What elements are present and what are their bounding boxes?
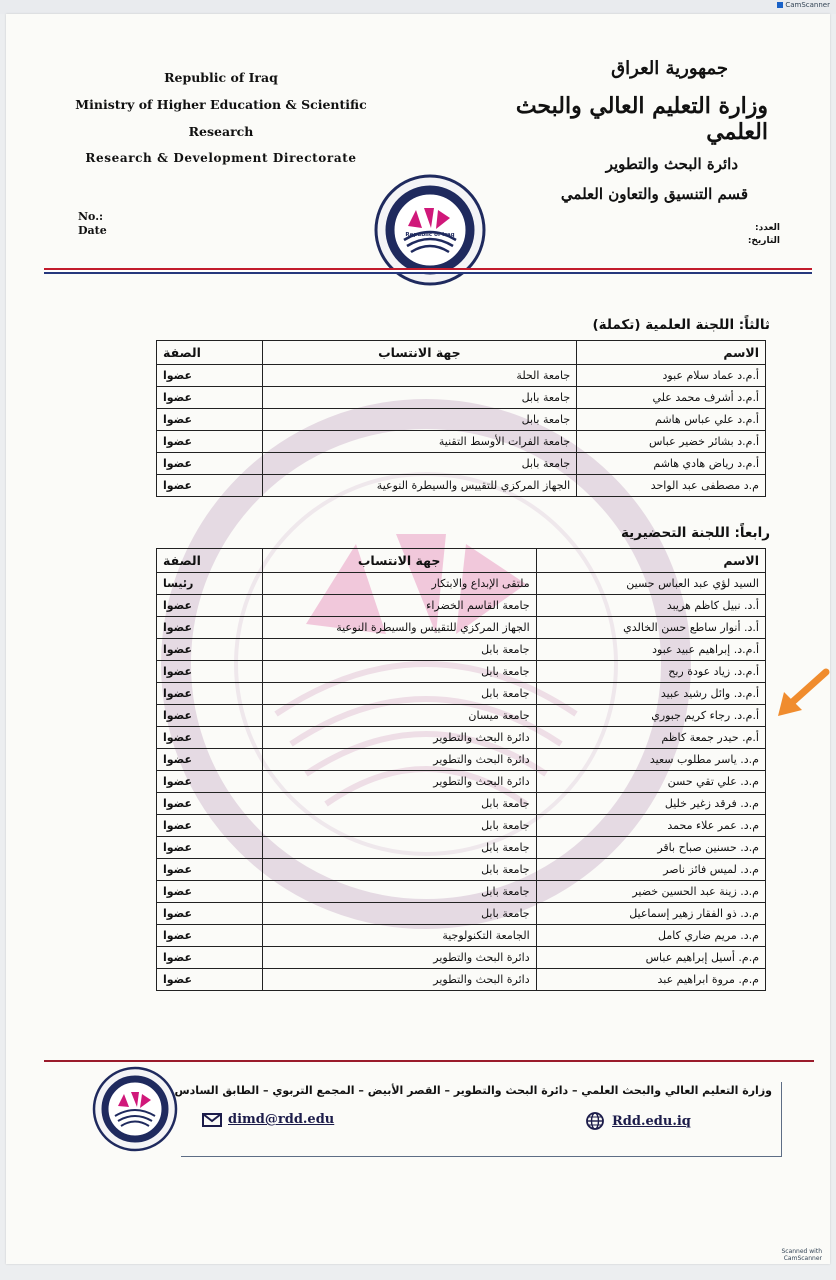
cell-affiliation: جامعة بابل <box>262 903 536 925</box>
cell-role: عضوا <box>157 815 263 837</box>
col-header-role: الصفة <box>157 341 263 365</box>
cell-name: م.د. لميس فائز ناصر <box>536 859 765 881</box>
footer-divider <box>44 1060 814 1062</box>
footer-logo <box>92 1066 178 1152</box>
cell-affiliation: جامعة القاسم الخضراء <box>262 595 536 617</box>
header-stripe <box>44 268 812 274</box>
scanned-with-label: Scanned with <box>781 1248 822 1255</box>
globe-icon <box>586 1112 604 1130</box>
table-row <box>157 475 766 497</box>
cell-name: أ.م.د. زياد عودة ربح <box>536 661 765 683</box>
cell-affiliation: ملتقى الإبداع والابتكار <box>262 573 536 595</box>
section4-title: رابعاً: اللجنة التحضيرية <box>621 525 770 541</box>
arabic-number-label: العدد: <box>755 223 780 233</box>
scientific-committee-table <box>156 340 766 497</box>
table-row <box>157 881 766 903</box>
number-label: No.: <box>78 210 104 223</box>
date-label: Date <box>78 224 107 237</box>
directorate-en: Research & Development Directorate <box>85 151 357 165</box>
table-row <box>157 387 766 409</box>
cell-role: عضوا <box>157 683 263 705</box>
cell-name: م.م. أسيل إبراهيم عباس <box>536 947 765 969</box>
cell-affiliation: جامعة بابل <box>262 881 536 903</box>
cell-name: م.د. ذو الفقار زهير إسماعيل <box>536 903 765 925</box>
table-row <box>157 617 766 639</box>
cell-name: أ.د. أنوار ساطع حسن الخالدي <box>536 617 765 639</box>
cell-name: م.د. علي تقي حسن <box>536 771 765 793</box>
header-english <box>66 64 376 172</box>
cell-name: م.د. زينة عبد الحسين خضير <box>536 881 765 903</box>
department-ar: قسم التنسيق والتعاون العلمي <box>560 185 748 203</box>
cell-role: عضوا <box>157 617 263 639</box>
section3-title: ثالثاً: اللجنة العلمية (تكملة) <box>592 317 770 333</box>
table-row <box>157 661 766 683</box>
cell-role: عضوا <box>157 639 263 661</box>
table-row <box>157 793 766 815</box>
cell-name: أ.م.د رياض هادي هاشم <box>577 453 766 475</box>
cell-name: السيد لؤي عبد العباس حسين <box>536 573 765 595</box>
cell-role: عضوا <box>157 859 263 881</box>
cell-role: عضوا <box>157 387 263 409</box>
cell-name: أ.م.د علي عباس هاشم <box>577 409 766 431</box>
cell-affiliation: الجهاز المركزي للتقييس والسيطرة النوعية <box>262 617 536 639</box>
table-row <box>157 947 766 969</box>
research-en: Research <box>188 124 254 139</box>
website-link[interactable] <box>586 1112 691 1130</box>
cell-affiliation: جامعة بابل <box>262 661 536 683</box>
cell-name: م.د. مريم ضاري كامل <box>536 925 765 947</box>
table-row <box>157 705 766 727</box>
camscanner-badge: CamScanner <box>777 1 830 9</box>
cell-affiliation: جامعة بابل <box>262 453 577 475</box>
cell-role: عضوا <box>157 431 263 453</box>
website-text: Rdd.edu.iq <box>612 1113 691 1129</box>
cell-name: م.د. فرقد زغير خليل <box>536 793 765 815</box>
scanner-topbar <box>0 0 836 14</box>
table-header-row <box>157 549 766 573</box>
ministry-en: Ministry of Higher Education & Scientific <box>75 97 367 112</box>
number-date-labels <box>78 210 107 238</box>
cell-role: عضوا <box>157 969 263 991</box>
cell-affiliation: دائرة البحث والتطوير <box>262 727 536 749</box>
cell-name: م.د مصطفى عبد الواحد <box>577 475 766 497</box>
table-row <box>157 837 766 859</box>
cell-affiliation: جامعة بابل <box>262 859 536 881</box>
ministry-ar: وزارة التعليم العالي والبحث العلمي <box>515 93 768 145</box>
cell-role: عضوا <box>157 661 263 683</box>
cell-affiliation: دائرة البحث والتطوير <box>262 969 536 991</box>
table-row <box>157 409 766 431</box>
republic-en: Republic of Iraq <box>164 70 278 85</box>
col-header-name: الاسم <box>577 341 766 365</box>
cell-role: رئيسا <box>157 573 263 595</box>
cell-name: أ.م.د عماد سلام عبود <box>577 365 766 387</box>
cell-name: أ.م.د أشرف محمد علي <box>577 387 766 409</box>
cell-name: أ.م.د. وائل رشيد عبيد <box>536 683 765 705</box>
cell-name: م.د. حسنين صباح باقر <box>536 837 765 859</box>
directorate-ar: دائرة البحث والتطوير <box>605 155 738 173</box>
cell-role: عضوا <box>157 727 263 749</box>
cell-affiliation: جامعة بابل <box>262 683 536 705</box>
cell-affiliation: جامعة بابل <box>262 793 536 815</box>
cell-affiliation: جامعة الفرات الأوسط التقنية <box>262 431 577 453</box>
cell-affiliation: جامعة بابل <box>262 387 577 409</box>
table-row <box>157 727 766 749</box>
email-link[interactable] <box>202 1112 334 1127</box>
cell-affiliation: جامعة بابل <box>262 837 536 859</box>
col-header-affiliation: جهة الانتساب <box>262 341 577 365</box>
cell-name: أ.م. حيدر جمعة كاظم <box>536 727 765 749</box>
cell-role: عضوا <box>157 409 263 431</box>
table-header-row <box>157 341 766 365</box>
cell-affiliation: جامعة الحلة <box>262 365 577 387</box>
cell-role: عضوا <box>157 365 263 387</box>
cell-role: عضوا <box>157 925 263 947</box>
col-header-name: الاسم <box>536 549 765 573</box>
cell-role: عضوا <box>157 903 263 925</box>
cell-name: أ.م.د. إبراهيم عبيد عبود <box>536 639 765 661</box>
table-row <box>157 431 766 453</box>
cell-affiliation: جامعة بابل <box>262 639 536 661</box>
cell-affiliation: جامعة ميسان <box>262 705 536 727</box>
email-text: dimd@rdd.edu <box>228 1112 335 1127</box>
table-row <box>157 573 766 595</box>
col-header-role: الصفة <box>157 549 263 573</box>
preparatory-committee-table <box>156 548 766 991</box>
table-row <box>157 749 766 771</box>
table-row <box>157 683 766 705</box>
cell-name: أ.م.د بشائر خضير عباس <box>577 431 766 453</box>
table-row <box>157 365 766 387</box>
cell-role: عضوا <box>157 771 263 793</box>
footer-address: وزارة التعليم العالي والبحث العلمي – دائرة البحث والتطوير – القصر الأبيض – المجمع التربوي – الطابق السادس <box>174 1084 772 1097</box>
orange-arrow-icon <box>774 664 830 724</box>
republic-ar: جمهورية العراق <box>611 58 728 79</box>
table-row <box>157 969 766 991</box>
logo-caption: Republic of Iraq <box>405 232 455 238</box>
header-arabic <box>468 58 768 203</box>
cell-name: م.د. عمر علاء محمد <box>536 815 765 837</box>
table-row <box>157 595 766 617</box>
table-row <box>157 639 766 661</box>
table-row <box>157 859 766 881</box>
camscanner-label: CamScanner <box>783 1255 822 1262</box>
cell-role: عضوا <box>157 749 263 771</box>
table-row <box>157 903 766 925</box>
table-row <box>157 925 766 947</box>
cell-affiliation: الجامعة التكنولوجية <box>262 925 536 947</box>
cell-affiliation: الجهاز المركزي للتقييس والسيطرة النوعية <box>262 475 577 497</box>
document-page <box>6 14 830 1264</box>
envelope-icon <box>202 1113 222 1127</box>
cell-role: عضوا <box>157 595 263 617</box>
cell-name: أ.م.د. رجاء كريم جبوري <box>536 705 765 727</box>
cell-affiliation: جامعة بابل <box>262 409 577 431</box>
cell-role: عضوا <box>157 947 263 969</box>
cell-name: أ.د. نبيل كاظم هريبد <box>536 595 765 617</box>
cell-affiliation: دائرة البحث والتطوير <box>262 749 536 771</box>
table-row <box>157 771 766 793</box>
cell-role: عضوا <box>157 475 263 497</box>
cell-name: م.م. مروة ابراهيم عبد <box>536 969 765 991</box>
cell-affiliation: دائرة البحث والتطوير <box>262 771 536 793</box>
cell-role: عضوا <box>157 705 263 727</box>
cell-role: عضوا <box>157 881 263 903</box>
camscanner-footer-mark <box>781 1248 822 1262</box>
table-row <box>157 815 766 837</box>
col-header-affiliation: جهة الانتساب <box>262 549 536 573</box>
cell-role: عضوا <box>157 837 263 859</box>
arabic-date-label: التاريخ: <box>747 236 780 246</box>
table-row <box>157 453 766 475</box>
arabic-number-date-labels <box>748 222 780 248</box>
cell-affiliation: دائرة البحث والتطوير <box>262 947 536 969</box>
cell-affiliation: جامعة بابل <box>262 815 536 837</box>
cell-role: عضوا <box>157 793 263 815</box>
cell-role: عضوا <box>157 453 263 475</box>
cell-name: م.د. ياسر مطلوب سعيد <box>536 749 765 771</box>
